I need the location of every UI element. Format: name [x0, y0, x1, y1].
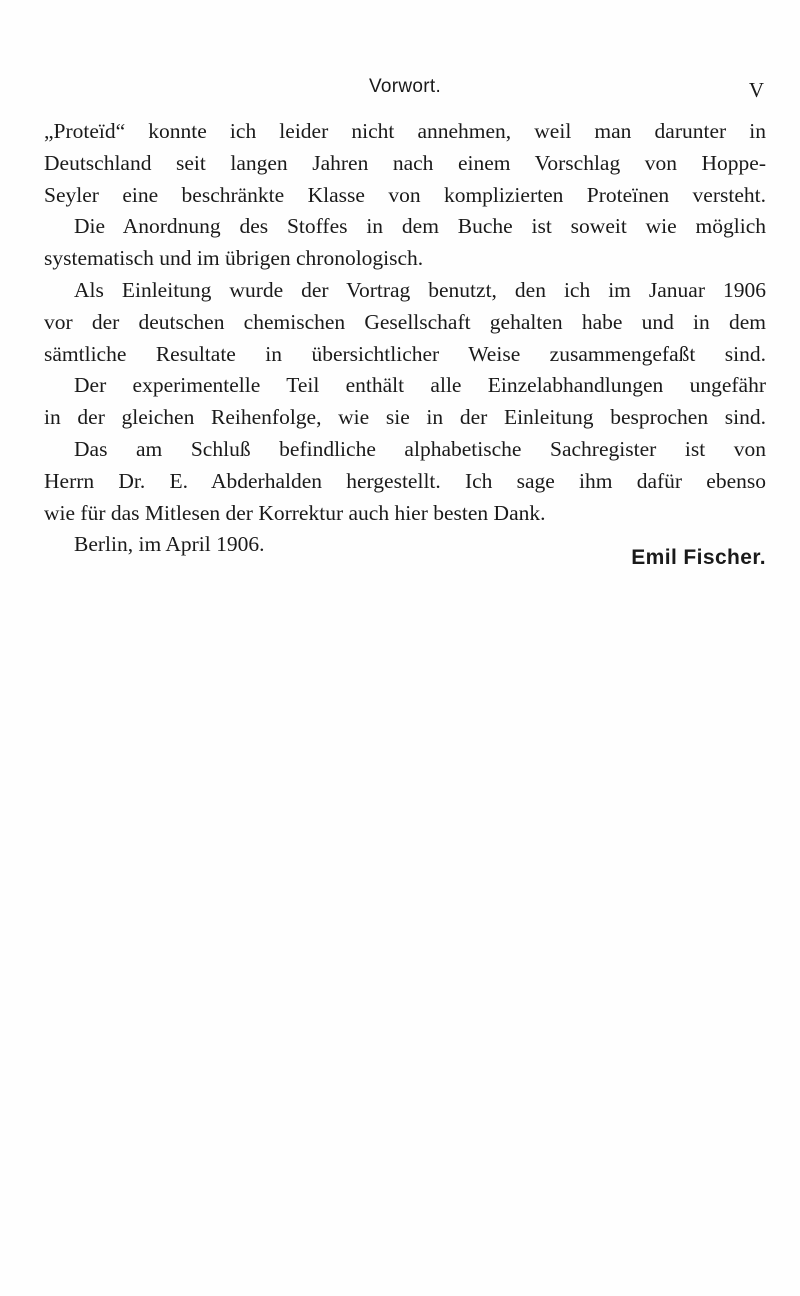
text-line: Der experimentelle Teil enthält alle Einzelabhandlungen ungefähr — [74, 373, 766, 398]
text-line: Die Anordnung des Stoffes in dem Buche ist soweit wie möglich — [74, 214, 766, 239]
text-line: Deutschland seit langen Jahren nach einem Vorschlag von Hoppe- — [44, 150, 766, 175]
text-line: „Proteïd“ konnte ich leider nicht annehmen, weil man darunter in — [44, 119, 766, 143]
author-signature: Emil Fischer. — [631, 546, 766, 569]
text-line: Herrn Dr. E. Abderhalden hergestellt. Ich sage ihm dafür ebenso — [44, 468, 766, 493]
dateline: Berlin, im April 1906. — [74, 532, 265, 557]
text-line: wie für das Mitlesen der Korrektur auch hier besten Dank. — [44, 500, 546, 525]
text-line: systematisch und im übrigen chronologisch. — [44, 246, 424, 271]
body-text — [44, 116, 766, 561]
text-line: Als Einleitung wurde der Vortrag benutzt, den ich im Januar 1906 — [74, 277, 766, 302]
text-line: Seyler eine beschränkte Klasse von komplizierten Proteïnen versteht. — [44, 182, 766, 207]
text-line: vor der deutschen chemischen Gesellschaft gehalten habe und in dem — [44, 309, 766, 334]
running-head: Vorwort. — [368, 76, 442, 97]
page-header — [44, 76, 766, 106]
text-line: Das am Schluß befindliche alphabetische Sachregister ist von — [74, 436, 766, 461]
text-line: in der gleichen Reihenfolge, wie sie in der Einleitung besprochen sind. — [44, 405, 766, 430]
page-number: V — [748, 78, 764, 102]
text-line: sämtliche Resultate in übersichtlicher Weise zusammengefaßt sind. — [44, 341, 766, 366]
